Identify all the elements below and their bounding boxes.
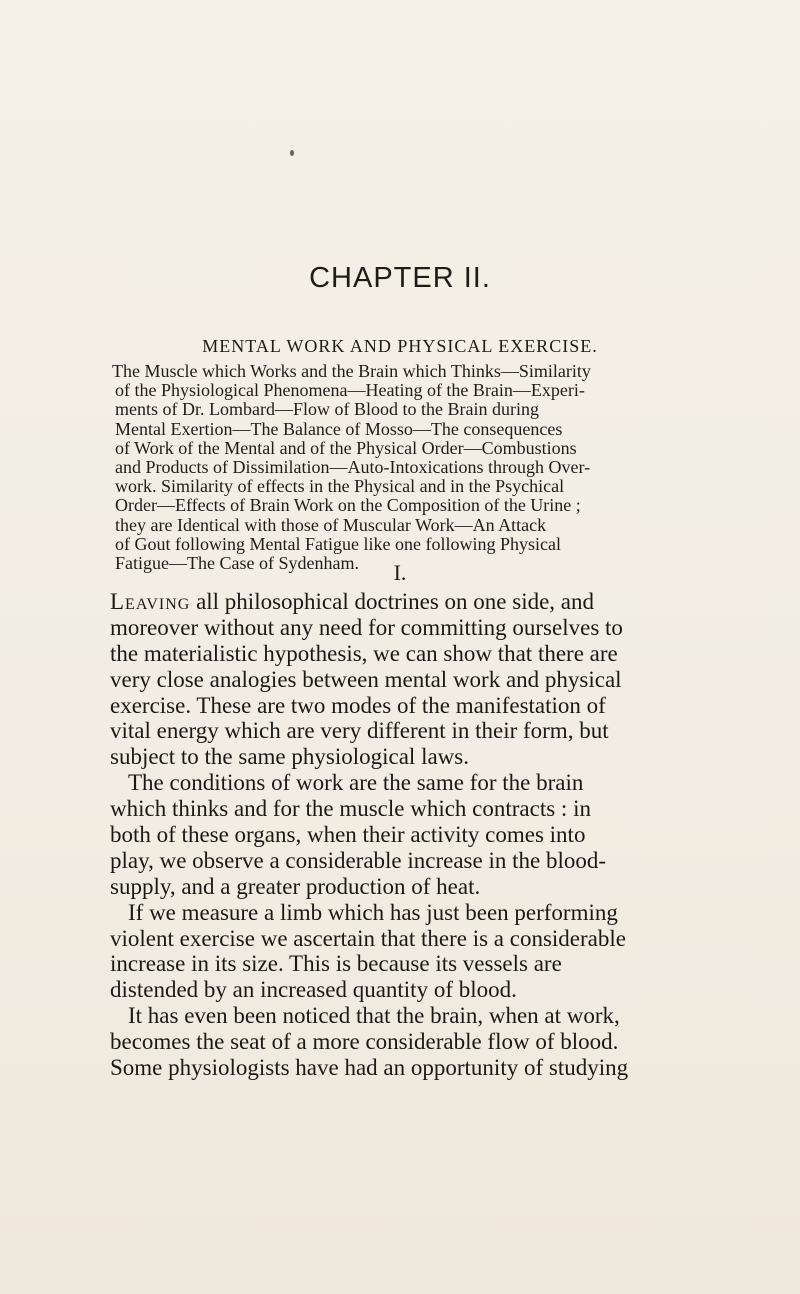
body-line: It has even been noticed that the brain, when at work, — [128, 1003, 620, 1029]
ink-speck — [290, 150, 294, 156]
lead-word: Leaving — [110, 589, 191, 614]
body-line: vital energy which are very different in their form, but — [110, 718, 609, 744]
body-line: becomes the seat of a more considerable flow of blood. — [110, 1029, 619, 1055]
body-line: If we measure a limb which has just been performing — [128, 899, 618, 925]
body-line: increase in its size. This is because its vessels are — [110, 951, 562, 977]
body-line: violent exercise we ascertain that there is a considerable — [110, 925, 626, 951]
body-line: the materialistic hypothesis, we can show that there are — [110, 640, 618, 666]
body-line: supply, and a greater production of heat. — [110, 873, 481, 899]
body-line: distended by an increased quantity of blood. — [110, 977, 517, 1003]
body-line: very close analogies between mental work and physical — [110, 666, 622, 692]
chapter-summary — [112, 361, 695, 573]
summary-line: and Products of Dissimilation—Auto-Intoxications through Over- — [115, 456, 591, 477]
body-line-first — [110, 589, 702, 615]
body-line: Some physiologists have had an opportunity of studying — [110, 1055, 629, 1081]
section-title: MENTAL WORK AND PHYSICAL EXERCISE. — [202, 336, 598, 356]
summary-line: Fatigue—The Case of Sydenham. — [115, 552, 359, 573]
summary-line: The Muscle which Works and the Brain which Thinks—Similarity — [112, 361, 591, 381]
body-line: subject to the same physiological laws. — [110, 744, 469, 770]
chapter-title: CHAPTER II. — [309, 262, 491, 294]
summary-line: Order—Effects of Brain Work on the Composition of the Urine ; — [115, 495, 581, 516]
summary-line: of Gout following Mental Fatigue like one following Physical — [115, 533, 561, 554]
summary-line: Mental Exertion—The Balance of Mosso—The consequences — [115, 418, 563, 439]
body-line: both of these organs, when their activity comes into — [110, 822, 586, 848]
summary-line: of Work of the Mental and of the Physical Order—Combustions — [115, 437, 577, 458]
body-line: play, we observe a considerable increase in the blood- — [110, 847, 607, 873]
summary-line: ments of Dr. Lombard—Flow of Blood to the Brain during — [115, 399, 539, 420]
body-line: The conditions of work are the same for the brain — [128, 770, 584, 796]
section-numeral: I. — [393, 560, 407, 585]
first-line-rest: all philosophical doctrines on one side, and — [190, 589, 595, 614]
body-line: exercise. These are two modes of the manifestation of — [110, 692, 606, 718]
body-line: moreover without any need for committing ourselves to — [110, 614, 623, 640]
summary-line: of the Physiological Phenomena—Heating of the Brain—Experi- — [115, 380, 585, 401]
body-line: which thinks and for the muscle which contracts : in — [110, 796, 591, 822]
body-text — [110, 589, 702, 1081]
summary-line: they are Identical with those of Muscular Work—An Attack — [115, 514, 547, 535]
summary-line: work. Similarity of effects in the Physical and in the Psychical — [115, 476, 565, 497]
